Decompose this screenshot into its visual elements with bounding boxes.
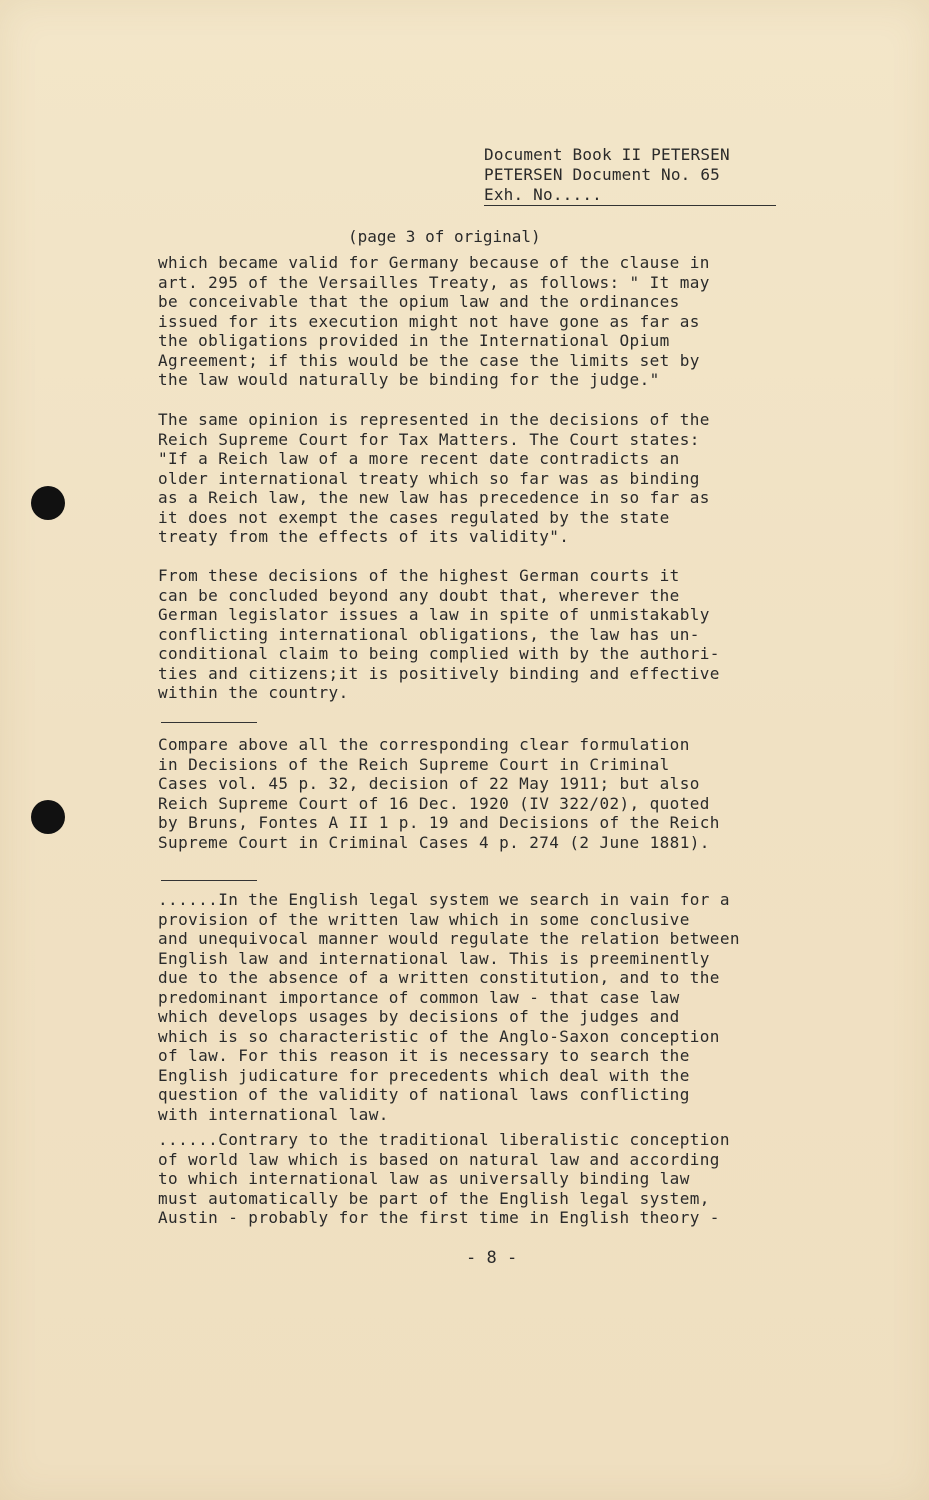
paragraph-4: ......In the English legal system we search in vain for a provision of the written law which in some conclusive and unequivocal manner would regulate the relation between English law and international law. This is preeminently due to the absence of a written constitution, and to the predominant importance of common law - that case law which develops usages by decisions of the judges and which is so characteristic of the Anglo-Saxon conception of law. For this reason it is necessary to search the English judicature for precedents which deal with the question of the validity of national laws conflicting with international law. <box>158 890 740 1124</box>
header-line-2: PETERSEN Document No. 65 <box>484 165 720 184</box>
footnote-divider <box>161 722 257 723</box>
header-line-1: Document Book II PETERSEN <box>484 145 730 164</box>
paragraph-3: From these decisions of the highest German courts it can be concluded beyond any doubt that, wherever the German legislator issues a law in spite of unmistakably conflicting international obligations, the law has un- conditional claim to being complied with by the authori- ties and citizens;it is positively binding and effective within the country. <box>158 566 720 702</box>
paragraph-3-block <box>158 566 848 703</box>
header-line-3: Exh. No..... <box>484 185 776 206</box>
document-header <box>484 145 784 206</box>
page-number: - 8 - <box>466 1248 518 1268</box>
paragraph-1: which became valid for Germany because of the clause in art. 295 of the Versailles Treaty, as follows: " It may be conceivable that the opium law and the ordinances issued for its execution might not have gone as far as the obligations provided in the International Opium Agreement; if this would be the case the limits set by the law would naturally be binding for the judge." <box>158 253 710 389</box>
paragraph-4-block <box>158 890 848 1124</box>
page-reference: (page 3 of original) <box>348 227 541 246</box>
footnote-block <box>158 735 848 852</box>
section-divider <box>161 880 257 881</box>
paragraph-5: ......Contrary to the traditional liberalistic conception of world law which is based on natural law and according to which international law as universally binding law must automatically be part of the English legal system, Austin - probably for the first time in English theory - <box>158 1130 730 1227</box>
paragraph-5-block <box>158 1130 848 1228</box>
punch-hole-top <box>31 486 65 520</box>
paragraph-1-block <box>158 253 848 390</box>
paragraph-2-block <box>158 410 848 547</box>
footnote: Compare above all the corresponding clear formulation in Decisions of the Reich Supreme Court in Criminal Cases vol. 45 p. 32, decision of 22 May 1911; but also Reich Supreme Court of 16 Dec. 1920 (IV 322/02), quoted by Bruns, Fontes A II 1 p. 19 and Decisions of the Reich Supreme Court in Criminal Cases 4 p. 274 (2 June 1881). <box>158 735 720 852</box>
paragraph-2: The same opinion is represented in the decisions of the Reich Supreme Court for Tax Matters. The Court states: "If a Reich law of a more recent date contradicts an older international treaty which so far was as binding as a Reich law, the new law has precedence in so far as it does not exempt the cases regulated by the state treaty from the effects of its validity". <box>158 410 710 546</box>
punch-hole-bottom <box>31 800 65 834</box>
